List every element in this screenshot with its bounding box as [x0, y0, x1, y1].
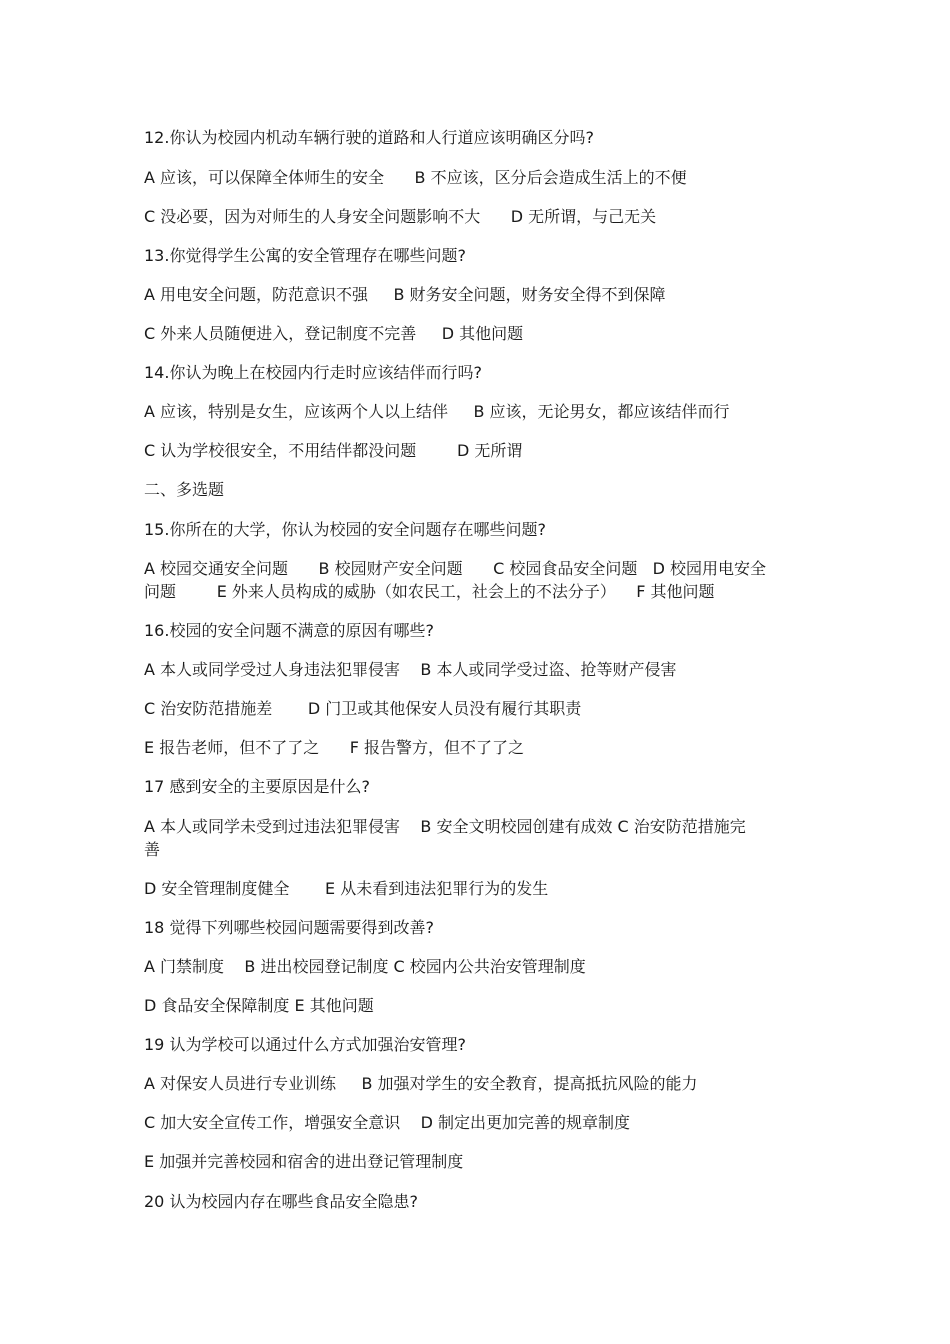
question-18: 18 觉得下列哪些校园问题需要得到改善?: [144, 918, 434, 937]
question-13: 13.你觉得学生公寓的安全管理存在哪些问题?: [144, 246, 466, 265]
q19-options-cd: C 加大安全宣传工作，增强安全意识 D 制定出更加完善的规章制度: [144, 1113, 631, 1132]
q13-options-ab: A 用电安全问题，防范意识不强 B 财务安全问题，财务安全得不到保障: [144, 285, 666, 304]
q12-options-cd: C 没必要，因为对师生的人身安全问题影响不大 D 无所谓，与己无关: [144, 207, 657, 226]
q14-options-ab: A 应该，特别是女生，应该两个人以上结伴 B 应该，无论男女，都应该结伴而行: [144, 402, 730, 421]
q18-options-de: D 食品安全保障制度 E 其他问题: [144, 996, 374, 1015]
q17-options-line1: A 本人或同学未受到过违法犯罪侵害 B 安全文明校园创建有成效 C 治安防范措施完: [144, 817, 746, 836]
q15-options-line2: 问题 E 外来人员构成的威胁（如农民工，社会上的不法分子） F 其他问题: [144, 582, 715, 601]
q17-options-de: D 安全管理制度健全 E 从未看到违法犯罪行为的发生: [144, 879, 549, 898]
q18-options-abc: A 门禁制度 B 进出校园登记制度 C 校园内公共治安管理制度: [144, 957, 586, 976]
q14-options-cd: C 认为学校很安全，不用结伴都没问题 D 无所谓: [144, 441, 523, 460]
q19-option-e: E 加强并完善校园和宿舍的进出登记管理制度: [144, 1152, 464, 1171]
q17-options-line2: 善: [144, 840, 161, 859]
question-15: 15.你所在的大学，你认为校园的安全问题存在哪些问题?: [144, 520, 546, 539]
question-16: 16.校园的安全问题不满意的原因有哪些?: [144, 621, 434, 640]
question-17: 17 感到安全的主要原因是什么?: [144, 777, 370, 796]
question-14: 14.你认为晚上在校园内行走时应该结伴而行吗?: [144, 363, 482, 382]
question-12: 12.你认为校园内机动车辆行驶的道路和人行道应该明确区分吗?: [144, 128, 594, 147]
q12-options-ab: A 应该，可以保障全体师生的安全 B 不应该，区分后会造成生活上的不便: [144, 168, 687, 187]
q19-options-ab: A 对保安人员进行专业训练 B 加强对学生的安全教育，提高抵抗风险的能力: [144, 1074, 698, 1093]
question-19: 19 认为学校可以通过什么方式加强治安管理?: [144, 1035, 466, 1054]
q16-options-cd: C 治安防范措施差 D 门卫或其他保安人员没有履行其职责: [144, 699, 582, 718]
q16-options-ab: A 本人或同学受过人身违法犯罪侵害 B 本人或同学受过盗、抢等财产侵害: [144, 660, 677, 679]
q15-options-line1: A 校园交通安全问题 B 校园财产安全问题 C 校园食品安全问题 D 校园用电安全: [144, 559, 767, 578]
q13-options-cd: C 外来人员随便进入，登记制度不完善 D 其他问题: [144, 324, 524, 343]
question-20: 20 认为校园内存在哪些食品安全隐患?: [144, 1192, 418, 1211]
section-heading-multiple-choice: 二、多选题: [144, 480, 225, 499]
q16-options-ef: E 报告老师，但不了了之 F 报告警方，但不了了之: [144, 738, 525, 757]
